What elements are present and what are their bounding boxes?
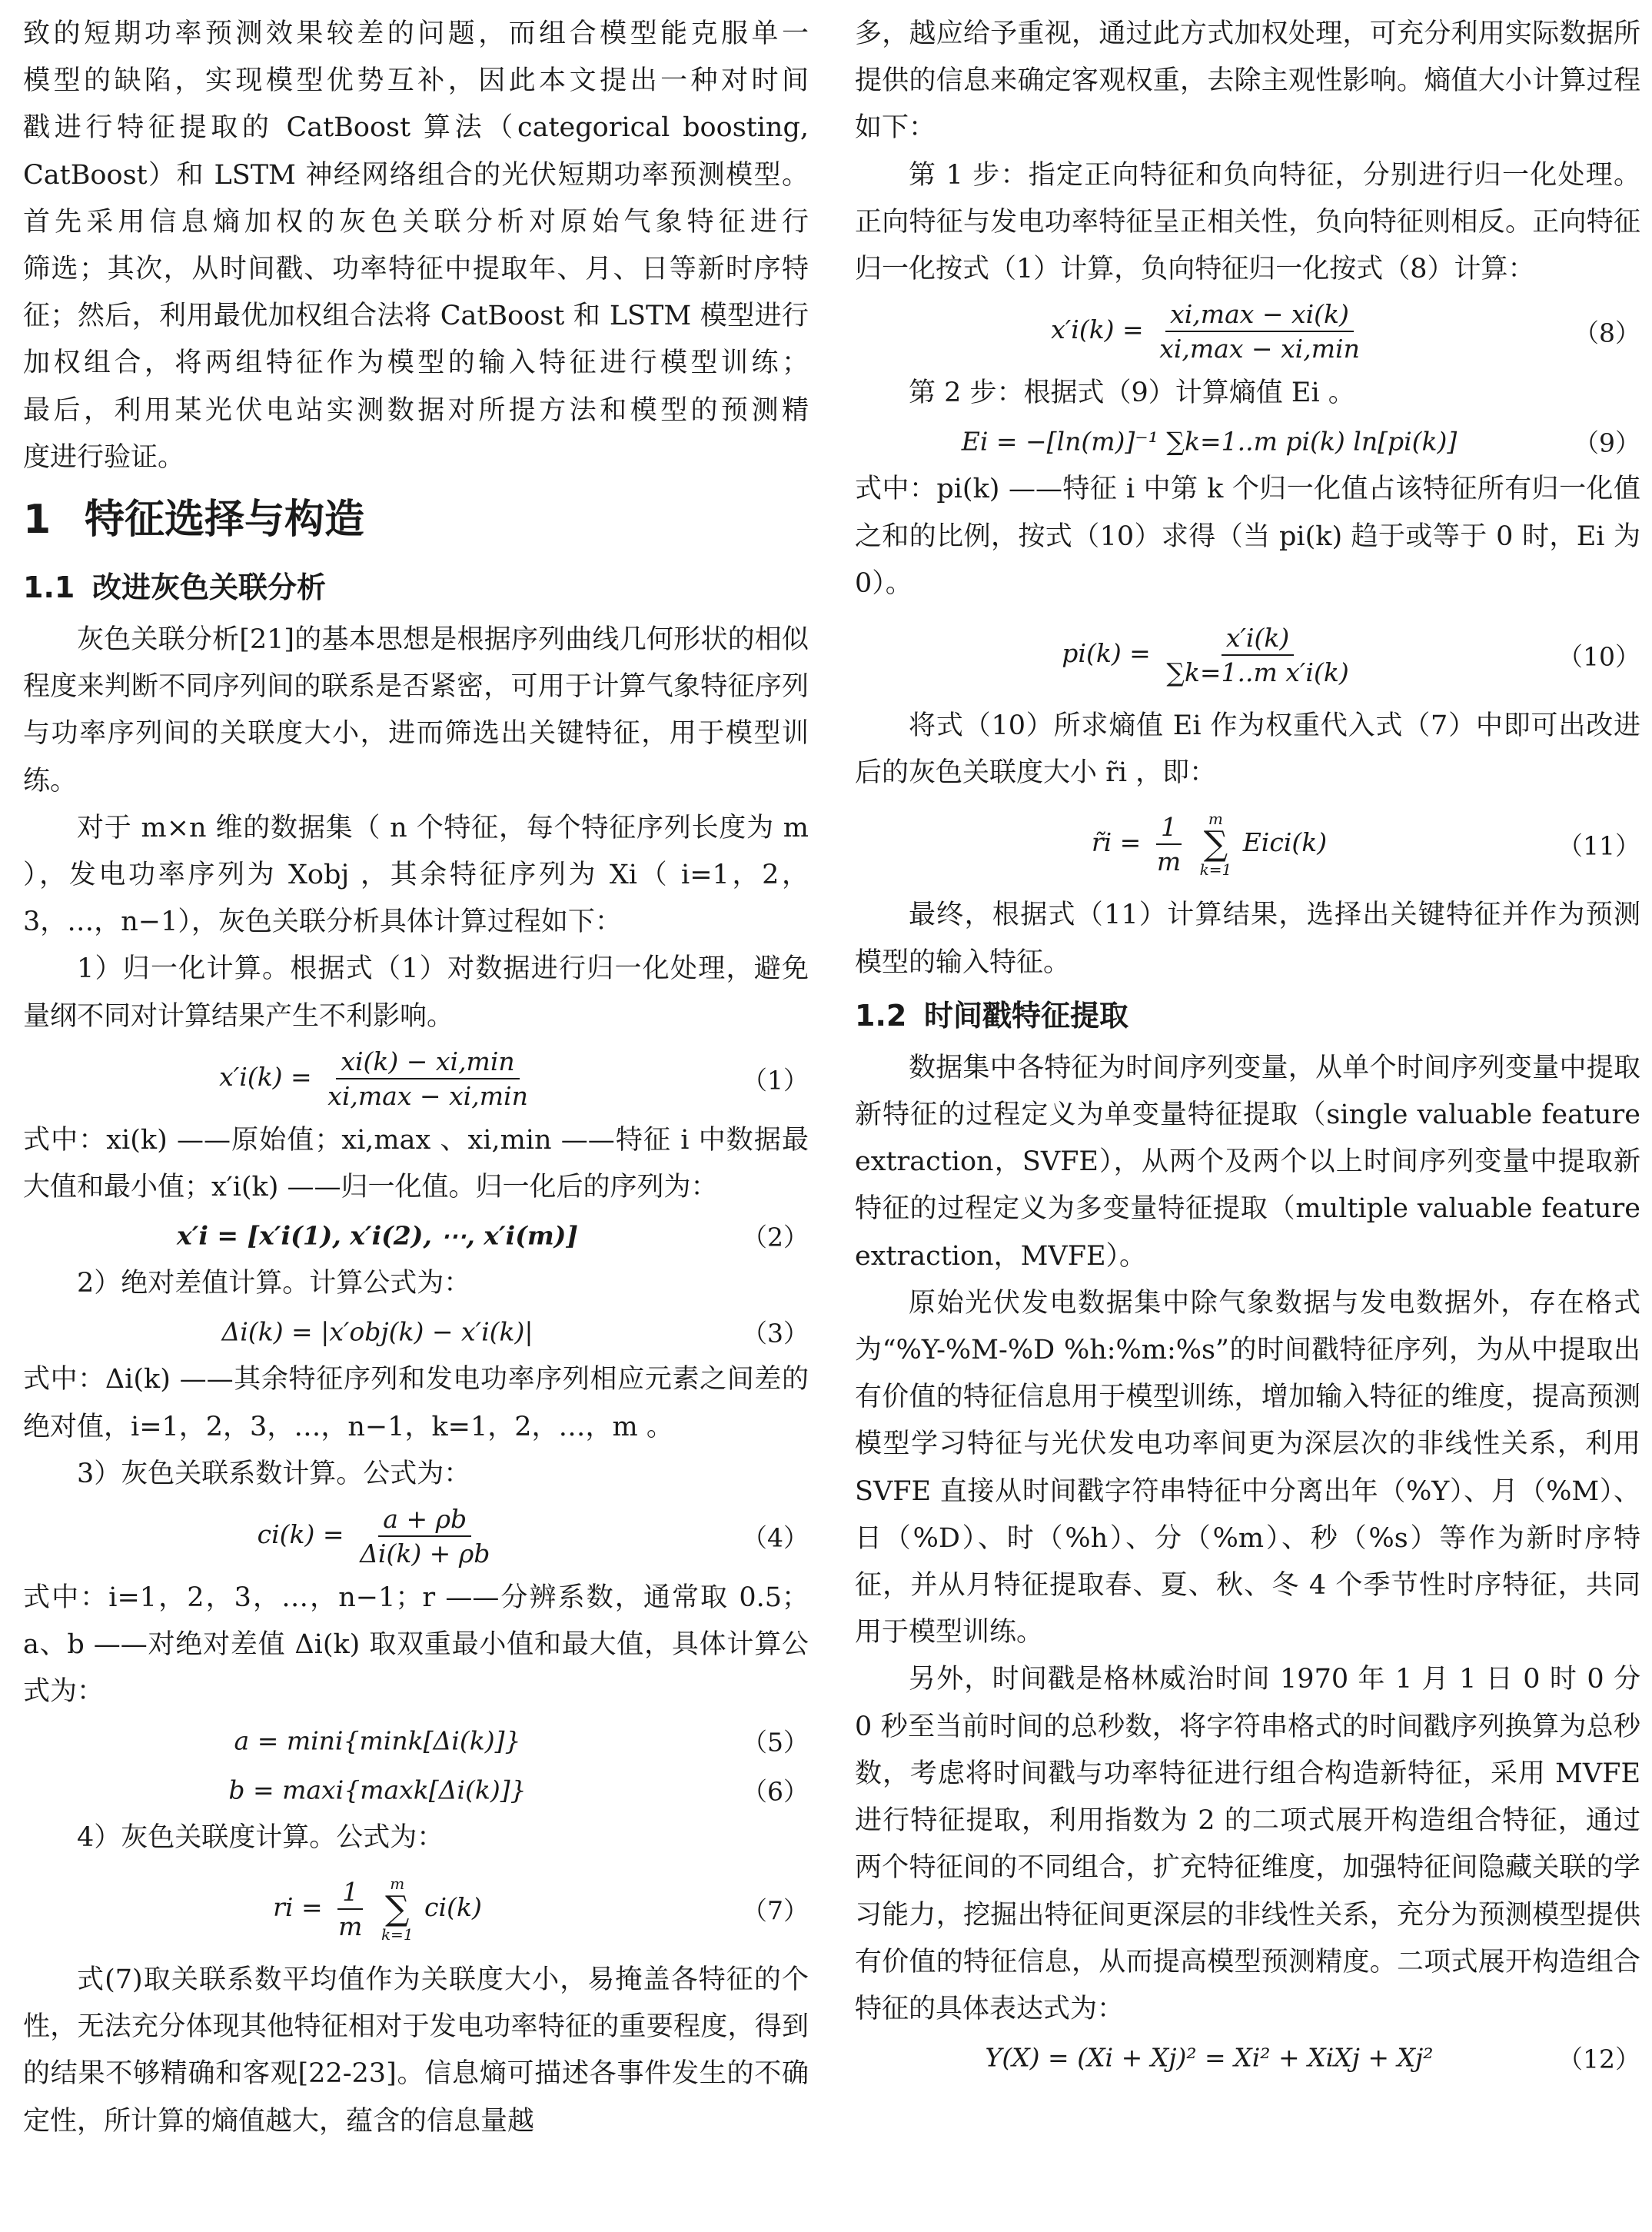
text-line: 致的短期功率预测效果较差的问题，而组合模型能克服单一 xyxy=(23,18,809,49)
equation-2 xyxy=(23,1211,809,1260)
subsection-heading xyxy=(855,986,1640,1045)
equation-11 xyxy=(855,797,1640,892)
section-title: 特征选择与构造 xyxy=(85,497,365,544)
equation-number: （7） xyxy=(742,1895,809,1926)
where-clause-4: 式中：i=1，2，3，…，n−1；r ——分辨系数，通常取 0.5；a、b ——对绝对差值 Δi(k) 取双重最小值和最大值，具体计算公式为： xyxy=(23,1582,809,1708)
entropy-step-2: 第 2 步：根据式（9）计算熵值 Ei 。 xyxy=(909,378,1355,409)
equation-7 xyxy=(23,1861,809,1957)
equation-rhs: ci(k) xyxy=(424,1891,482,1922)
equation-number: （8） xyxy=(1574,318,1640,348)
text-line: CatBoost）和 LSTM 神经网络组合的光伏短期功率预测模型。 xyxy=(23,159,809,191)
text-line: 度进行验证。 xyxy=(23,441,185,473)
subsection-number: 1.2 xyxy=(855,998,907,1033)
where-clause-1: 式中：xi(k) ——原始值；xi,max 、xi,min ——特征 i 中数据最大值和最小值；x′i(k) ——归一化值。归一化后的序列为： xyxy=(23,1124,809,1203)
numerator: xi(k) − xi,min xyxy=(336,1046,519,1079)
numerator: xi,max − xi(k) xyxy=(1165,299,1354,332)
where-clause-3: 式中：Δi(k) ——其余特征序列和发电功率序列相应元素之间差的绝对值，i=1，2，3，…，n−1，k=1，2，…，m 。 xyxy=(23,1364,809,1442)
text-line: 筛选；其次，从时间戳、功率特征中提取年、月、日等新时序特 xyxy=(23,254,809,285)
equation-rhs: Eici(k) xyxy=(1242,827,1328,858)
equation-number: （2） xyxy=(742,1222,809,1252)
numerator: a + ρb xyxy=(378,1504,471,1537)
paragraph-gra: 灰色关联分析[21]的基本思想是根据序列曲线几何形状的相似程度来判断不同序列间的联系是否紧密，可用于计算气象特征序列与功率序列间的关联度大小，进而筛选出关键特征，用于模型训练。 xyxy=(23,624,809,797)
equation-lhs: r̃i = xyxy=(1091,827,1142,858)
fraction xyxy=(323,1046,533,1111)
section-number: 1 xyxy=(23,497,52,544)
section-heading xyxy=(23,481,809,558)
equation-1 xyxy=(23,1040,809,1117)
sum-operator: m ∑ k=1 xyxy=(381,1874,414,1944)
step-degree: 4）灰色关联度计算。公式为： xyxy=(77,1821,444,1853)
subsection-title: 改进灰色关联分析 xyxy=(92,570,327,605)
numerator: x′i(k) xyxy=(1222,623,1294,656)
paragraph-svfe: 数据集中各特征为时间序列变量，从单个时间序列变量中提取新特征的过程定义为单变量特征提取（single valuable feature extraction，SVFE），从两个及两个以上时间序列变量中提取新特征的过程定义为多变量特征提取（multiple valuable feature extraction，MVFE）。 xyxy=(855,1052,1640,1272)
equation-lhs: ci(k) = xyxy=(257,1519,344,1550)
equation-number: （1） xyxy=(742,1065,809,1096)
denominator: xi,max − xi,min xyxy=(327,1080,528,1111)
sum-lower: k=1 xyxy=(1199,860,1232,880)
equation-4 xyxy=(23,1498,809,1575)
equation-number: （11） xyxy=(1557,830,1640,861)
paragraph-continued: 多，越应给予重视，通过此方式加权处理，可充分利用实际数据所提供的信息来确定客观权重，去除主观性影响。熵值大小计算过程如下： xyxy=(855,18,1640,144)
subsection-title: 时间戳特征提取 xyxy=(924,998,1129,1033)
equation-8 xyxy=(855,293,1640,370)
text-line: 首先采用信息熵加权的灰色关联分析对原始气象特征进行 xyxy=(23,206,809,238)
denominator: xi,max − xi,min xyxy=(1159,334,1360,364)
step-normalize: 1）归一化计算。根据式（1）对数据进行归一化处理，避免量纲不同对计算结果产生不利影响。 xyxy=(23,953,809,1032)
equation-number: （9） xyxy=(1574,427,1640,458)
equation-lhs: ri = xyxy=(273,1891,323,1922)
equation-number: （4） xyxy=(742,1522,809,1553)
equation-number: （6） xyxy=(742,1776,809,1807)
equation-lhs: pi(k) = xyxy=(1062,638,1151,669)
equation-body: Δi(k) = |x′obj(k) − x′i(k)| xyxy=(221,1316,533,1347)
equation-body: Ei = −[ln(m)]⁻¹ ∑k=1..m pi(k) ln[pi(k)] xyxy=(961,426,1458,457)
sum-operator: m ∑ k=1 xyxy=(1199,810,1232,880)
equation-lhs: x′i(k) = xyxy=(1051,314,1144,345)
equation-12 xyxy=(855,2033,1640,2082)
equation-lhs: x′i(k) = xyxy=(219,1061,312,1092)
denominator: ∑k=1..m x′i(k) xyxy=(1166,657,1349,688)
text-line: 征；然后，利用最优加权组合法将 CatBoost 和 LSTM 模型进行 xyxy=(23,301,809,332)
numerator: 1 xyxy=(337,1877,363,1910)
equation-body: a = mini{mink[Δi(k)]} xyxy=(234,1725,521,1756)
equation-number: （10） xyxy=(1557,641,1640,672)
equation-number: （12） xyxy=(1557,2044,1640,2074)
text-line: 加权组合，将两组特征作为模型的输入特征进行模型训练； xyxy=(23,348,809,379)
paragraph-final: 最终，根据式（11）计算结果，选择出关键特征并作为预测模型的输入特征。 xyxy=(855,900,1640,978)
equation-3 xyxy=(23,1307,809,1356)
paragraph-dataset: 对于 m×n 维的数据集（ n 个特征，每个特征序列长度为 m ），发电功率序列为 Xobj ，其余特征序列为 Xi（ i=1，2，3，…，n−1），灰色关联分析具体计算过程如下： xyxy=(23,812,809,938)
paragraph-eq10: 将式（10）所求熵值 Ei 作为权重代入式（7）中即可出改进后的灰色关联度大小 r̃i ，即： xyxy=(855,710,1640,789)
denominator: m xyxy=(1156,847,1182,877)
equation-body: x′i = [x′i(1), x′i(2), ⋯, x′i(m)] xyxy=(177,1220,578,1251)
fraction xyxy=(1155,299,1364,364)
paragraph-eq7: 式(7)取关联系数平均值作为关联度大小，易掩盖各特征的个性，无法充分体现其他特征相对于发电功率特征的重要程度，得到的结果不够精确和客观[22-23]。信息熵可描述各事件发生的不确定性，所计算的熵值越大，蕴含的信息量越 xyxy=(23,1964,809,2137)
equation-9 xyxy=(855,417,1640,466)
equation-10 xyxy=(855,607,1640,703)
denominator: m xyxy=(338,1911,363,1941)
denominator: Δi(k) + ρb xyxy=(360,1538,490,1569)
equation-6 xyxy=(23,1765,809,1815)
fraction xyxy=(1162,623,1353,687)
subsection-number: 1.1 xyxy=(23,570,75,605)
sum-lower: k=1 xyxy=(381,1924,414,1944)
text-line: 最后，利用某光伏电站实测数据对所提方法和模型的预测精 xyxy=(23,394,809,426)
equation-body: Y(X) = (Xi + Xj)² = Xi² + XiXj + Xj² xyxy=(985,2042,1434,2073)
equation-5 xyxy=(23,1716,809,1765)
equation-number: （5） xyxy=(742,1727,809,1758)
intro-paragraph xyxy=(23,11,809,481)
text-line: 模型的缺陷，实现模型优势互补，因此本文提出一种对时间 xyxy=(23,65,809,97)
numerator: 1 xyxy=(1156,812,1182,845)
right-column xyxy=(855,11,1640,2082)
equation-body: b = maxi{maxk[Δi(k)]} xyxy=(228,1775,527,1805)
subsection-heading xyxy=(23,558,809,617)
sum-upper: m xyxy=(1208,810,1223,829)
entropy-step-1: 第 1 步：指定正向特征和负向特征，分别进行归一化处理。正向特征与发电功率特征呈正相关性，负向特征则相反。正向特征归一化按式（1）计算，负向特征归一化按式（8）计算： xyxy=(855,159,1640,285)
text-line: 戳进行特征提取的 CatBoost 算法（categorical boosting, xyxy=(23,112,809,144)
sum-upper: m xyxy=(390,1874,405,1893)
paragraph-raw-data: 原始光伏发电数据集中除气象数据与发电数据外，存在格式为“%Y-%M-%D %h:%m:%s”的时间戳特征序列，为从中提取出有价值的特征信息用于模型训练，增加输入特征的维度，提高预测模型学习特征与光伏发电功率间更为深层次的非线性关系，利用 SVFE 直接从时间戳字符串特征中分离出年（%Y）、月（%M）、日（%D）、时（%h）、分（%m）、秒（%s）等作为新时序特征，并从月特征提取春、夏、秋、冬 4 个季节性时序特征，共同用于模型训练。 xyxy=(855,1287,1640,1648)
step-coef: 3）灰色关联系数计算。公式为： xyxy=(77,1458,471,1489)
where-clause-9: 式中：pi(k) ——特征 i 中第 k 个归一化值占该特征所有归一化值之和的比例，按式（10）求得（当 pi(k) 趋于或等于 0 时，Ei 为 0）。 xyxy=(855,474,1640,599)
fraction xyxy=(1152,812,1185,877)
fraction xyxy=(334,1877,367,1941)
paragraph-timestamp: 另外，时间戳是格林威治时间 1970 年 1 月 1 日 0 时 0 分 0 秒至当前时间的总秒数，将字符串格式的时间戳序列换算为总秒数，考虑将时间戳与功率特征进行组合构造新特征，采用 MVFE 进行特征提取，利用指数为 2 的二项式展开构造组合特征，通过两个特征间的不同组合，扩充特征维度，加强特征间隐藏关联的学习能力，挖掘出特征间更深层的非线性关系，充分为预测模型提供有价值的特征信息，从而提高模型预测精度。二项式展开构造组合特征的具体表达式为： xyxy=(855,1664,1640,2024)
left-column xyxy=(23,11,809,2145)
step-absdiff: 2）绝对差值计算。计算公式为： xyxy=(77,1268,471,1299)
fraction xyxy=(355,1504,494,1568)
equation-number: （3） xyxy=(742,1318,809,1349)
